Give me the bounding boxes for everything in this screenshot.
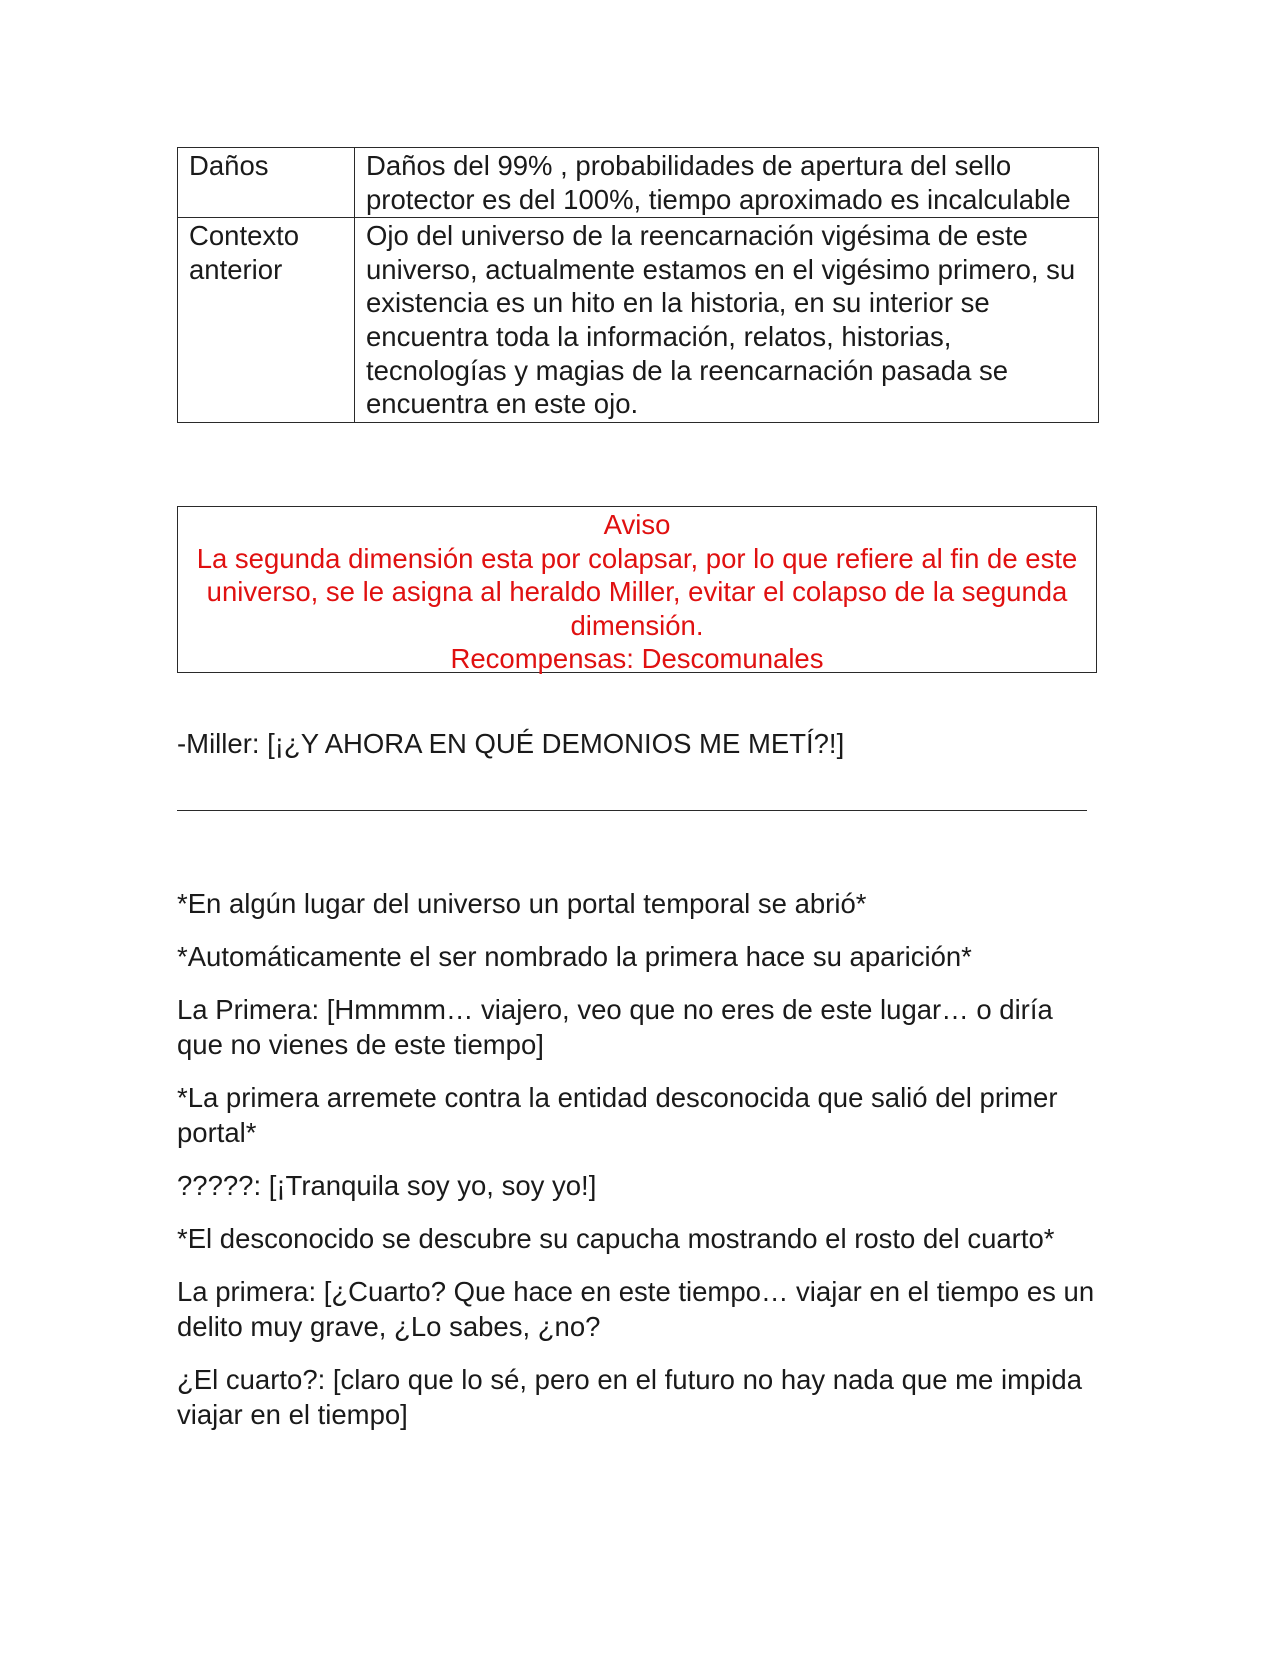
story-paragraph: *En algún lugar del universo un portal temporal se abrió*: [177, 888, 867, 919]
story-paragraph: *Automáticamente el ser nombrado la primera hace su aparición*: [177, 941, 972, 972]
story-paragraph: La Primera: [Hmmmm… viajero, veo que no eres de este lugar… o diría que no vienes de este tiempo]: [177, 994, 1053, 1060]
notice-box: [177, 506, 1097, 673]
row-label-danos: Daños: [178, 148, 355, 218]
row-label-contexto: Contexto anterior: [178, 218, 355, 423]
story-paragraph: ?????: [¡Tranquila soy yo, soy yo!]: [177, 1170, 597, 1201]
story-paragraph: *El desconocido se descubre su capucha mostrando el rosto del cuarto*: [177, 1223, 1055, 1254]
story-paragraph: *La primera arremete contra la entidad desconocida que salió del primer portal*: [177, 1082, 1058, 1148]
table-row: [178, 218, 1099, 423]
story-text: [177, 886, 1097, 1450]
story-paragraph: ¿El cuarto?: [claro que lo sé, pero en el futuro no hay nada que me impida viajar en el tiempo]: [177, 1364, 1082, 1430]
row-value-contexto: Ojo del universo de la reencarnación vigésima de este universo, actualmente estamos en el vigésimo primero, su existencia es un hito en la historia, en su interior se encuentra toda la información, relatos, historias, tecnologías y magias de la reencarnación pasada se encuentra en este ojo.: [355, 218, 1099, 423]
separator-line: [177, 810, 1087, 811]
story-paragraph: La primera: [¿Cuarto? Que hace en este tiempo… viajar en el tiempo es un delito muy grave, ¿Lo sabes, ¿no?: [177, 1276, 1095, 1342]
miller-line: -Miller: [¡¿Y AHORA EN QUÉ DEMONIOS ME METÍ?!]: [177, 728, 845, 759]
info-table: [177, 147, 1099, 423]
notice-body: La segunda dimensión esta por colapsar, por lo que refiere al fin de este universo, se le asigna al heraldo Miller, evitar el colapso de la segunda dimensión.: [196, 542, 1078, 641]
table-row: [178, 148, 1099, 218]
notice-rewards: Recompensas: Descomunales: [450, 643, 824, 675]
notice-title: Aviso: [603, 509, 671, 540]
row-value-danos: Daños del 99% , probabilidades de apertura del sello protector es del 100%, tiempo aproximado es incalculable: [355, 148, 1099, 218]
